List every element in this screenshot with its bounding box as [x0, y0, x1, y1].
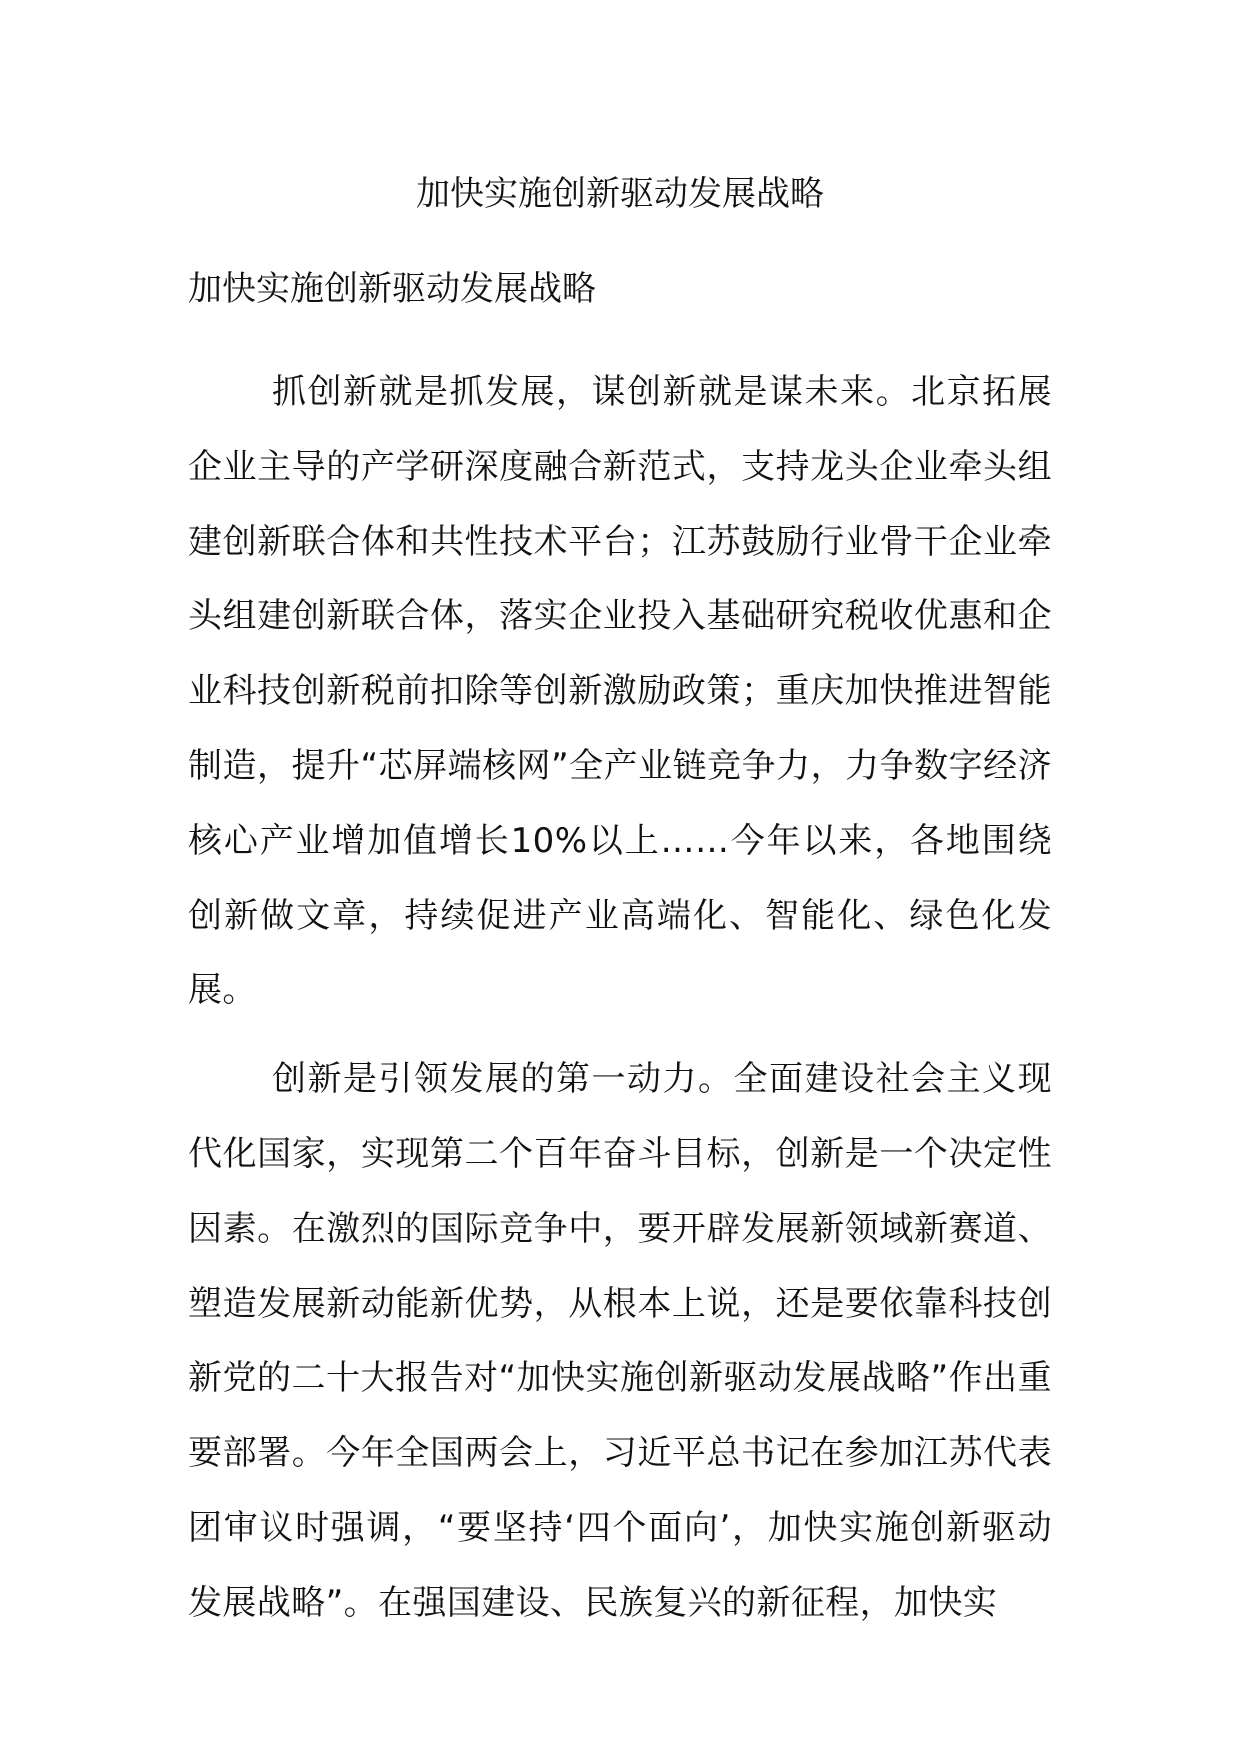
document-body [188, 355, 1052, 1641]
paragraph: 创新是引领发展的第一动力。全面建设社会主义现代化国家，实现第二个百年奋斗目标，创新是一个决定性因素。在激烈的国际竞争中，要开辟发展新领域新赛道、塑造发展新动能新优势，从根本上说，还是要依靠科技创新党的二十大报告对“加快实施创新驱动发展战略”作出重要部署。今年全国两会上，习近平总书记在参加江苏代表团审议时强调，“要坚持‘四个面向’，加快实施创新驱动发展战略”。在强国建设、民族复兴的新征程，加快实 [188, 1059, 1052, 1623]
paragraph: 抓创新就是抓发展，谋创新就是谋未来。北京拓展企业主导的产学研深度融合新范式，支持龙头企业牵头组建创新联合体和共性技术平台；江苏鼓励行业骨干企业牵头组建创新联合体，落实企业投入基础研究税收优惠和企业科技创新税前扣除等创新激励政策；重庆加快推进智能制造，提升“芯屏端核网”全产业链竞争力，力争数字经济核心产业增加值增长10%以上……今年以来，各地围绕创新做文章，持续促进产业高端化、智能化、绿色化发展。 [188, 372, 1052, 1011]
document-title: 加快实施创新驱动发展战略 [416, 174, 824, 214]
document-subtitle: 加快实施创新驱动发展战略 [188, 269, 596, 309]
